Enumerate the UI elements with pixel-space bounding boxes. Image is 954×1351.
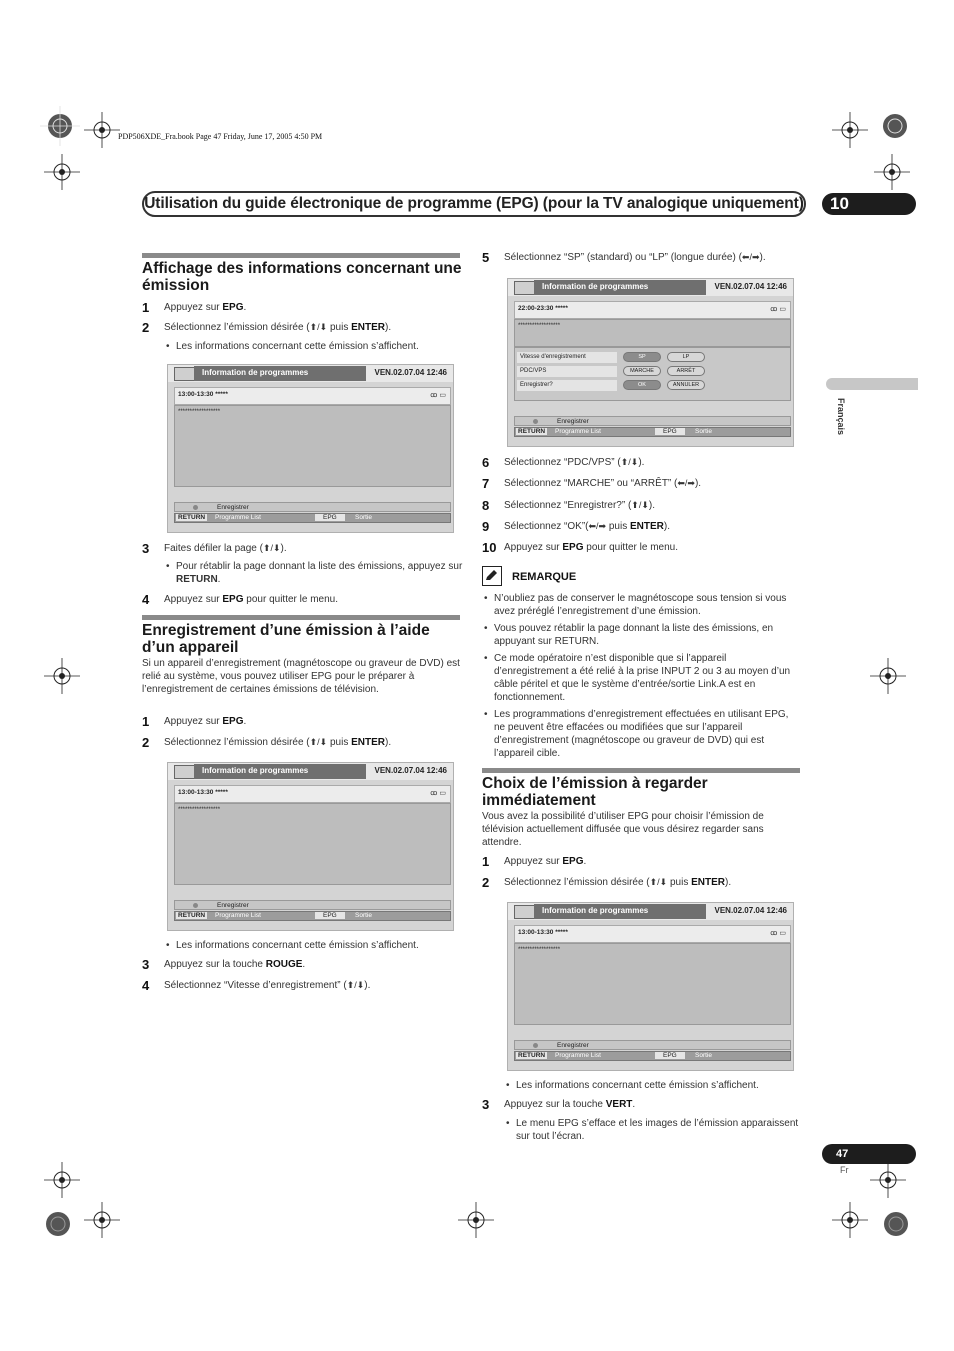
- option-ok[interactable]: OK: [623, 380, 661, 390]
- option-sp[interactable]: SP: [623, 352, 661, 362]
- bullet-info-display: • Les informations concernant cette émission s’affichent.: [176, 340, 466, 353]
- section-title-watch-now: Choix de l’émission à regarder immédiatement: [482, 775, 708, 809]
- note-pencil-icon: [482, 566, 502, 586]
- bullet-return-page: • Pour rétablir la page donnant la liste des émissions, appuyez sur RETURN.: [176, 560, 466, 586]
- section-title-record: Enregistrement d’une émission à l’aide d’un appareil: [142, 622, 430, 656]
- language-tab-label: Français: [836, 398, 846, 436]
- row-pdc-vps: PDC/VPS: [517, 366, 617, 377]
- print-file-info: PDP506XDE_Fra.book Page 47 Friday, June 17, 2005 4:50 PM: [118, 132, 323, 141]
- epg-logo-icon: [514, 281, 536, 295]
- option-marche[interactable]: MARCHE: [623, 366, 661, 376]
- note-item-1: • N’oubliez pas de conserver le magnétoscope sous tension si vous avez préréglé l’enregistrement d’une émission.: [494, 592, 802, 618]
- intro-watch-now: Vous avez la possibilité d’utiliser EPG pour choisir l’émission de télévision actuellement diffusée que vous désirez regarder sans attendre.: [482, 811, 764, 848]
- chapter-title: Utilisation du guide électronique de programme (EPG) (pour la TV analogique uniquement): [144, 195, 804, 212]
- crosshair-mark-bottom-left: [40, 1158, 84, 1202]
- audio-icon: ꝏ ▭: [770, 306, 786, 313]
- option-arret[interactable]: ARRÊT: [667, 366, 705, 376]
- section-rule: [142, 615, 460, 620]
- epg-screen-record: Information de programmes VEN.02.07.04 12:46 13:00-13:30 ***** ꝏ ▭ ****************** Enregistrer RETURN Programme List EPG Sortie: [167, 762, 454, 931]
- note-item-4: • Les programmations d’enregistrement effectuées en utilisant EPG, ne peuvent être effacées ou modifiées que sur l’appareil d’enregistrement (magnétoscope ou graveur de DVD) qui est l’appareil cible.: [494, 708, 802, 760]
- record-dot-icon: [533, 1043, 538, 1048]
- crosshair-mark-bottom-right-2: [828, 1198, 872, 1242]
- crosshair-mark-top-left: [80, 108, 124, 152]
- audio-icon: ꝏ ▭: [770, 930, 786, 937]
- page-number: 47: [822, 1144, 916, 1164]
- record-dot-icon: [193, 903, 198, 908]
- bullet-info-display-2: • Les informations concernant cette émission s’affichent.: [176, 939, 466, 952]
- crosshair-mark-bottom-center: [454, 1198, 498, 1242]
- row-rec-speed: Vitesse d'enregistrement: [517, 352, 617, 363]
- note-item-3: • Ce mode opératoire n’est disponible que si l’appareil d’enregistrement a été relié à la prise INPUT 2 ou 3 au moyen d’un câble péritel et que le système d’entrée/sortie Link.A est en fonctionnement.: [494, 652, 802, 704]
- crosshair-mark-top-right-2: [870, 150, 914, 194]
- epg-logo-icon: [174, 765, 196, 779]
- epg-screen-watch: Information de programmes VEN.02.07.04 12:46 13:00-13:30 ***** ꝏ ▭ ****************** Enregistrer RETURN Programme List EPG Sortie: [507, 902, 794, 1071]
- bullet-epg-clears: • Le menu EPG s’efface et les images de l’émission apparaissent sur tout l’écran.: [516, 1117, 806, 1143]
- note-item-2: • Vous pouvez rétablir la page donnant la liste des émissions, en appuyant sur RETURN.: [494, 622, 802, 648]
- section-rule: [482, 768, 800, 773]
- audio-icon: ꝏ ▭: [430, 790, 446, 797]
- note-title: REMARQUE: [512, 571, 577, 583]
- registration-mark-top-right: [873, 104, 917, 148]
- option-lp[interactable]: LP: [667, 352, 705, 362]
- language-tab: [826, 378, 918, 390]
- crosshair-mark-mid-left: [40, 654, 84, 698]
- crosshair-mark-mid-right: [866, 654, 910, 698]
- crosshair-mark-bottom-right: [866, 1158, 910, 1202]
- option-annuler[interactable]: ANNULER: [667, 380, 705, 390]
- registration-mark-bottom-left: [36, 1202, 80, 1246]
- record-dot-icon: [193, 505, 198, 510]
- row-record-confirm: Enregistrer?: [517, 380, 617, 391]
- bullet-info-display-3: • Les informations concernant cette émission s’affichent.: [516, 1079, 806, 1092]
- epg-screen-record-options: Information de programmes VEN.02.07.04 12:46 22:00-23:30 ***** ꝏ ▭ ****************** Vitesse d'enregistrement PDC/VPS Enregistrer? SP LP MARCHE ARRÊT OK ANNULER Enregistrer RETURN Programme List EPG Sortie: [507, 278, 794, 447]
- chapter-number: 10: [822, 193, 916, 215]
- page-language: Fr: [840, 1165, 849, 1175]
- intro-record: Si un appareil d’enregistrement (magnétoscope ou graveur de DVD) est relié au système, vous pouvez utiliser EPG pour le préparer à l’enregistrement de certaines émissions de télévision.: [142, 658, 460, 695]
- crosshair-mark-bottom-left-2: [80, 1198, 124, 1242]
- section-title-display-info: Affichage des informations concernant une émission: [142, 260, 462, 294]
- chapter-banner: [142, 191, 806, 217]
- registration-mark-top-left: [38, 104, 82, 148]
- epg-logo-icon: [514, 905, 536, 919]
- epg-screen-info: Information de programmes VEN.02.07.04 12:46 13:00-13:30 ***** ꝏ ▭ ****************** Enregistrer RETURN Programme List EPG Sortie: [167, 364, 454, 533]
- registration-mark-bottom-right: [874, 1202, 918, 1246]
- record-dot-icon: [533, 419, 538, 424]
- crosshair-mark-top-left-2: [40, 150, 84, 194]
- epg-logo-icon: [174, 367, 196, 381]
- section-rule: [142, 253, 460, 258]
- crosshair-mark-top-right: [828, 108, 872, 152]
- audio-icon: ꝏ ▭: [430, 392, 446, 399]
